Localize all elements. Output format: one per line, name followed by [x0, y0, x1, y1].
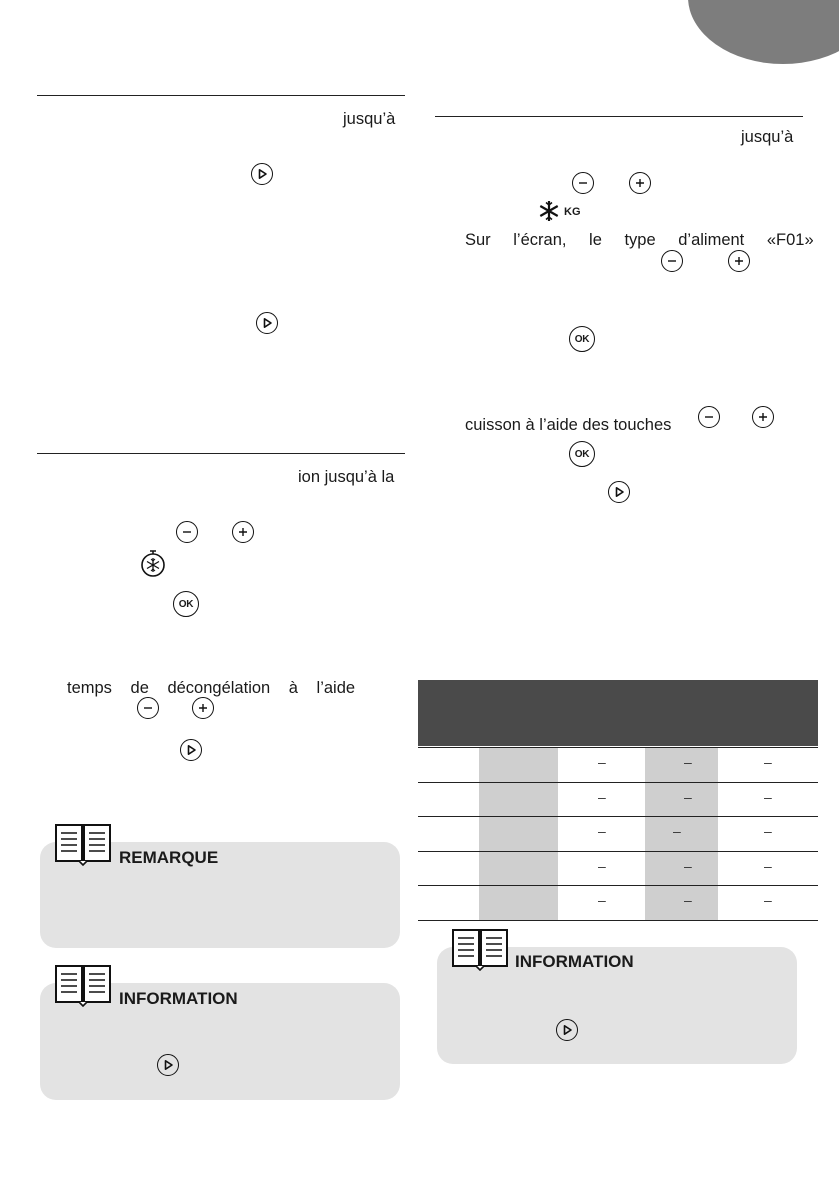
- information-title: INFORMATION: [119, 989, 238, 1008]
- table-cell: –: [764, 858, 772, 874]
- table-cell: –: [764, 823, 772, 839]
- table-row-divider: [418, 920, 818, 921]
- table-row-divider: [418, 747, 818, 748]
- plus-button-icon: [192, 697, 214, 719]
- table-shaded-column: [479, 747, 558, 920]
- right-text-line: jusqu’à: [741, 128, 794, 146]
- play-button-icon: [608, 481, 630, 503]
- table-cell: –: [673, 823, 681, 839]
- defrost-timer-icon: [139, 548, 167, 583]
- table-row-divider: [418, 851, 818, 852]
- book-icon: [55, 824, 111, 871]
- plus-button-icon: [629, 172, 651, 194]
- table-cell: –: [684, 892, 692, 908]
- information-title: INFORMATION: [515, 952, 634, 971]
- minus-button-icon: [176, 521, 198, 543]
- table-cell: –: [598, 858, 606, 874]
- table-cell: –: [598, 754, 606, 770]
- table-cell: –: [684, 858, 692, 874]
- play-button-icon: [556, 1019, 578, 1041]
- ok-button-icon: OK: [569, 441, 595, 467]
- left-text-line: jusqu’à: [343, 110, 396, 128]
- snowflake-icon: [538, 200, 560, 227]
- table-cell: –: [598, 892, 606, 908]
- table-cell: –: [764, 754, 772, 770]
- table-cell: –: [764, 892, 772, 908]
- play-button-icon: [180, 739, 202, 761]
- minus-button-icon: [661, 250, 683, 272]
- table-header: [418, 680, 818, 746]
- table-row-divider: [418, 885, 818, 886]
- ok-button-icon: OK: [569, 326, 595, 352]
- section-divider: [37, 453, 405, 454]
- book-icon: [55, 965, 111, 1012]
- ok-button-icon: OK: [173, 591, 199, 617]
- minus-button-icon: [572, 172, 594, 194]
- table-cell: –: [598, 823, 606, 839]
- table-cell: –: [764, 789, 772, 805]
- table-cell: –: [598, 789, 606, 805]
- play-button-icon: [157, 1054, 179, 1076]
- remarque-title: REMARQUE: [119, 848, 219, 867]
- left-text-line: ion jusqu’à la: [298, 468, 395, 486]
- right-text-line: Sur l’écran, le type d’aliment «F01»: [465, 231, 814, 249]
- section-divider: [37, 95, 405, 96]
- plus-button-icon: [232, 521, 254, 543]
- table-cell: –: [684, 789, 692, 805]
- corner-tab: [688, 0, 839, 64]
- book-icon: [452, 929, 508, 976]
- plus-button-icon: [752, 406, 774, 428]
- play-button-icon: [251, 163, 273, 185]
- plus-button-icon: [728, 250, 750, 272]
- kg-label: KG: [564, 206, 581, 218]
- table-row-divider: [418, 782, 818, 783]
- section-divider: [435, 116, 803, 117]
- play-button-icon: [256, 312, 278, 334]
- left-text-line: temps de décongélation à l’aide: [67, 679, 356, 697]
- table-row-divider: [418, 816, 818, 817]
- minus-button-icon: [137, 697, 159, 719]
- right-text-line: cuisson à l’aide des touches: [465, 416, 672, 434]
- table-cell: –: [684, 754, 692, 770]
- minus-button-icon: [698, 406, 720, 428]
- table-shaded-column: [645, 747, 718, 920]
